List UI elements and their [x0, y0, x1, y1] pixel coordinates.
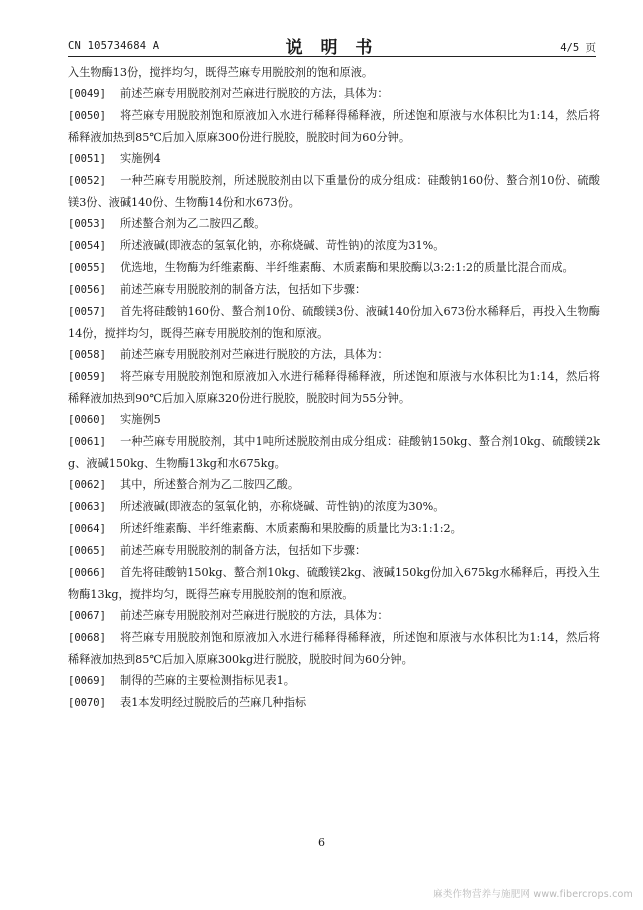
paragraph-text: 一种苎麻专用脱胶剂，所述脱胶剂由以下重量份的成分组成：硅酸钠160份、螯合剂10份、硫酸镁3份、液碱140份、生物酶14份和水673份。	[68, 174, 600, 209]
paragraph-text: 前述苎麻专用脱胶剂对苎麻进行脱胶的方法，具体为：	[120, 609, 389, 622]
paragraph	[68, 540, 600, 562]
paragraph-number: [0051]	[68, 153, 106, 165]
paragraph-number: [0060]	[68, 414, 106, 426]
paragraph	[68, 605, 600, 627]
paragraph-text: 前述苎麻专用脱胶剂的制备方法，包括如下步骤：	[120, 283, 367, 296]
paragraph-text: 所述液碱(即液态的氢氧化钠，亦称烧碱、苛性钠)的浓度为30%。	[120, 500, 445, 513]
paragraph-text: 实施例5	[120, 413, 161, 426]
page-number: 6	[318, 836, 325, 849]
paragraph-number: [0053]	[68, 218, 106, 230]
paragraph-number: [0057]	[68, 306, 106, 318]
paragraph-text: 优选地，生物酶为纤维素酶、半纤维素酶、木质素酶和果胶酶以3:2:1:2的质量比混合而成。	[120, 261, 574, 274]
paragraph	[68, 627, 600, 670]
paragraph	[68, 213, 600, 235]
paragraph-number: [0063]	[68, 501, 106, 513]
paragraph-text: 将苎麻专用脱胶剂饱和原液加入水进行稀释得稀释液，所述饱和原液与水体积比为1:14，然后将稀释液加热到85℃后加入原麻300kg进行脱胶，脱胶时间为60分钟。	[68, 631, 600, 666]
paragraph	[68, 279, 600, 301]
paragraph-text: 前述苎麻专用脱胶剂对苎麻进行脱胶的方法，具体为：	[120, 348, 389, 361]
page-of: 4/5 页	[560, 42, 596, 54]
paragraph-number: [0058]	[68, 349, 106, 361]
paragraph	[68, 83, 600, 105]
paragraph-number: [0059]	[68, 371, 106, 383]
paragraph-text: 制得的苎麻的主要检测指标见表1。	[120, 674, 295, 687]
page-title: 说 明 书	[285, 38, 379, 58]
page-header	[68, 32, 596, 57]
paragraph	[68, 235, 600, 257]
paragraph-text: 前述苎麻专用脱胶剂的制备方法，包括如下步骤：	[120, 544, 367, 557]
paragraph-number: [0069]	[68, 675, 106, 687]
paragraph-number: [0055]	[68, 262, 106, 274]
paragraph-number: [0052]	[68, 175, 106, 187]
paragraph-text: 表1本发明经过脱胶后的苎麻几种指标	[120, 696, 307, 709]
paragraph-number: [0066]	[68, 567, 106, 579]
paragraph-text: 其中，所述螯合剂为乙二胺四乙酸。	[120, 478, 300, 491]
paragraph-number: [0056]	[68, 284, 106, 296]
paragraph	[68, 431, 600, 474]
paragraph	[68, 474, 600, 496]
paragraph	[68, 562, 600, 605]
paragraph-text: 一种苎麻专用脱胶剂，其中1吨所述脱胶剂由成分组成：硅酸钠150kg、螯合剂10kg、硫酸镁2kg、液碱150kg、生物酶13kg和水675kg。	[68, 435, 600, 470]
paragraph-number: [0061]	[68, 436, 106, 448]
paragraph	[68, 344, 600, 366]
paragraph	[68, 257, 600, 279]
body-text	[68, 62, 600, 714]
paragraph-text: 将苎麻专用脱胶剂饱和原液加入水进行稀释得稀释液，所述饱和原液与水体积比为1:14，然后将稀释液加热到90℃后加入原麻320份进行脱胶，脱胶时间为55分钟。	[68, 370, 600, 405]
patent-number: CN 105734684 A	[68, 40, 160, 52]
paragraph-text: 首先将硅酸钠150kg、螯合剂10kg、硫酸镁2kg、液碱150kg份加入675kg水稀释后，再投入生物酶13kg，搅拌均匀，既得苎麻专用脱胶剂的饱和原液。	[68, 566, 600, 601]
paragraph	[68, 148, 600, 170]
paragraph-text: 所述液碱(即液态的氢氧化钠，亦称烧碱、苛性钠)的浓度为31%。	[120, 239, 445, 252]
paragraph	[68, 105, 600, 148]
paragraph-number: [0068]	[68, 632, 106, 644]
paragraph-number: [0049]	[68, 88, 106, 100]
paragraph	[68, 301, 600, 344]
paragraph-number: [0067]	[68, 610, 106, 622]
paragraph-text: 前述苎麻专用脱胶剂对苎麻进行脱胶的方法，具体为：	[120, 87, 389, 100]
paragraph	[68, 670, 600, 692]
paragraph	[68, 496, 600, 518]
paragraph	[68, 692, 600, 714]
paragraph-number: [0065]	[68, 545, 106, 557]
paragraph-number: [0050]	[68, 110, 106, 122]
paragraph-text: 实施例4	[120, 152, 161, 165]
paragraph-number: [0054]	[68, 240, 106, 252]
paragraph-number: [0070]	[68, 697, 106, 709]
paragraph-text: 入生物酶13份，搅拌均匀，既得苎麻专用脱胶剂的饱和原液。	[68, 66, 374, 79]
paragraph-number: [0064]	[68, 523, 106, 535]
paragraph-continued	[68, 62, 600, 83]
paragraph	[68, 518, 600, 540]
watermark-text: 麻类作物营养与施肥网 www.fibercrops.com	[433, 889, 633, 900]
paragraph-text: 所述螯合剂为乙二胺四乙酸。	[120, 217, 266, 230]
paragraph	[68, 170, 600, 213]
paragraph-text: 将苎麻专用脱胶剂饱和原液加入水进行稀释得稀释液，所述饱和原液与水体积比为1:14，然后将稀释液加热到85℃后加入原麻300份进行脱胶，脱胶时间为60分钟。	[68, 109, 600, 144]
paragraph-text: 首先将硅酸钠160份、螯合剂10份、硫酸镁3份、液碱140份加入673份水稀释后，再投入生物酶14份，搅拌均匀，既得苎麻专用脱胶剂的饱和原液。	[68, 305, 600, 340]
paragraph	[68, 366, 600, 409]
paragraph-number: [0062]	[68, 479, 106, 491]
paragraph-text: 所述纤维素酶、半纤维素酶、木质素酶和果胶酶的质量比为3:1:1:2。	[120, 522, 462, 535]
paragraph	[68, 409, 600, 431]
